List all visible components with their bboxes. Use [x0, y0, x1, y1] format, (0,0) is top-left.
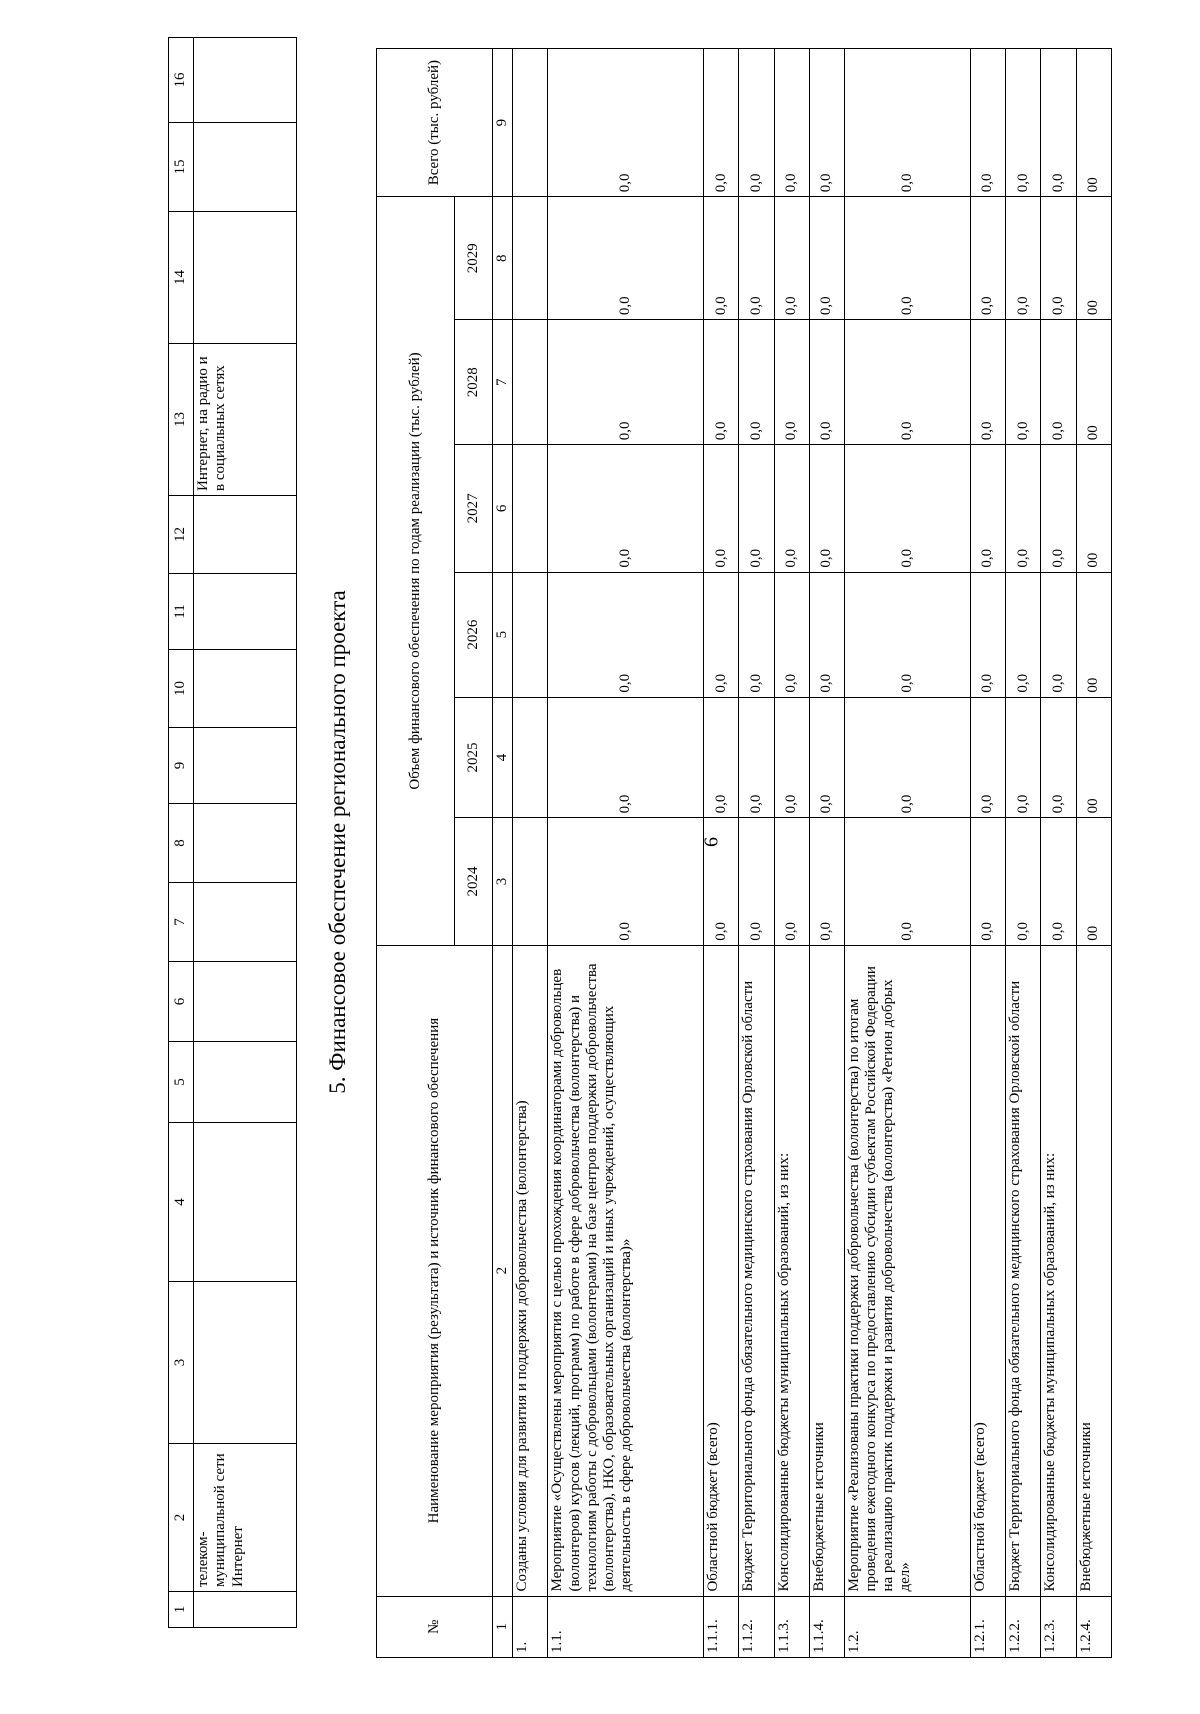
- row-number: 1.2.2.: [1005, 1596, 1040, 1657]
- row-number: 1.1.2.: [739, 1596, 774, 1657]
- continuation-cell: [194, 1123, 297, 1282]
- value-cell: 0,0: [809, 572, 844, 697]
- value-cell: 00: [1076, 697, 1111, 818]
- year-header: 2026: [455, 572, 493, 697]
- value-cell: 0,0: [845, 697, 970, 818]
- row-number: 1.1.3.: [774, 1596, 809, 1657]
- column-number-cell: 9: [493, 49, 513, 197]
- value-cell: 0,0: [774, 49, 809, 197]
- value-cell: 0,0: [548, 320, 704, 445]
- column-number-row: [493, 49, 513, 1658]
- row-name: Созданы условия для развития и поддержки добровольчества (волонтерства): [513, 945, 548, 1596]
- value-cell: 0,0: [845, 445, 970, 572]
- column-number-cell: 3: [169, 1282, 194, 1444]
- value-cell: 0,0: [739, 49, 774, 197]
- year-header: 2027: [455, 445, 493, 572]
- continuation-cell: [194, 574, 297, 650]
- table-row: [703, 49, 738, 1658]
- continuation-cell: [194, 650, 297, 728]
- continuation-table: [168, 58, 297, 1628]
- table-row: [1005, 49, 1040, 1658]
- table-row: [1041, 49, 1076, 1658]
- value-cell: 0,0: [1005, 445, 1040, 572]
- year-header: 2028: [455, 320, 493, 445]
- value-cell: 0,0: [739, 697, 774, 818]
- value-cell: 0,0: [845, 320, 970, 445]
- value-cell: [513, 572, 548, 697]
- row-name: Внебюджетные источники: [1076, 945, 1111, 1596]
- row-number: 1.2.1.: [970, 1596, 1005, 1657]
- value-cell: 0,0: [548, 572, 704, 697]
- continuation-cell: [194, 1042, 297, 1123]
- value-cell: 0,0: [845, 197, 970, 320]
- continuation-cell: [194, 496, 297, 574]
- value-cell: 0,0: [774, 818, 809, 945]
- value-cell: 0,0: [548, 49, 704, 197]
- table-row: [774, 49, 809, 1658]
- value-cell: 0,0: [548, 197, 704, 320]
- value-cell: [513, 445, 548, 572]
- value-cell: 0,0: [548, 445, 704, 572]
- continuation-cell: [194, 728, 297, 804]
- value-cell: 0,0: [774, 445, 809, 572]
- value-cell: 0,0: [739, 320, 774, 445]
- value-cell: 0,0: [809, 445, 844, 572]
- value-cell: 0,0: [774, 572, 809, 697]
- value-cell: 0,0: [703, 818, 738, 945]
- value-cell: 00: [1076, 445, 1111, 572]
- value-cell: 0,0: [548, 818, 704, 945]
- value-cell: [513, 320, 548, 445]
- value-cell: 0,0: [774, 320, 809, 445]
- continuation-table-grid: [168, 37, 297, 1628]
- value-cell: 0,0: [703, 445, 738, 572]
- column-number-cell: 11: [169, 574, 194, 650]
- row-name: Бюджет Территориального фонда обязательного медицинского страхования Орловской области: [1005, 945, 1040, 1596]
- column-number-cell: 15: [169, 123, 194, 212]
- value-cell: 0,0: [809, 49, 844, 197]
- row-name: Внебюджетные источники: [809, 945, 844, 1596]
- value-cell: 0,0: [703, 49, 738, 197]
- header-row: [377, 49, 455, 1658]
- value-cell: 0,0: [548, 697, 704, 818]
- continuation-cell: Интернет, на радио и в социальных сетях: [194, 344, 297, 496]
- continuation-data-row: [194, 38, 297, 1628]
- continuation-cell: [194, 962, 297, 1042]
- row-number: 1.1.1.: [703, 1596, 738, 1657]
- column-header-name: Наименование мероприятия (результата) и источник финансового обеспечения: [377, 945, 493, 1596]
- column-number-cell: 4: [169, 1123, 194, 1282]
- continuation-cell: [194, 38, 297, 123]
- table-row: [739, 49, 774, 1658]
- value-cell: 0,0: [970, 572, 1005, 697]
- value-cell: [513, 49, 548, 197]
- value-cell: 0,0: [970, 320, 1005, 445]
- financing-table-grid: [376, 48, 1112, 1658]
- value-cell: 0,0: [703, 320, 738, 445]
- value-cell: 0,0: [703, 197, 738, 320]
- continuation-cell: [194, 1282, 297, 1444]
- table-row: [513, 49, 548, 1658]
- column-number-cell: 6: [169, 962, 194, 1042]
- column-number-cell: 7: [493, 320, 513, 445]
- table-row: [845, 49, 970, 1658]
- continuation-cell: [194, 1592, 297, 1628]
- value-cell: 0,0: [845, 49, 970, 197]
- page-number: 6: [700, 837, 723, 847]
- column-number-cell: 5: [169, 1042, 194, 1123]
- continuation-cell: [194, 212, 297, 344]
- table-row: [1076, 49, 1111, 1658]
- value-cell: 0,0: [970, 49, 1005, 197]
- row-number: 1.: [513, 1596, 548, 1657]
- year-header: 2024: [455, 818, 493, 945]
- value-cell: 0,0: [1005, 697, 1040, 818]
- value-cell: 0,0: [739, 818, 774, 945]
- row-name: Областной бюджет (всего): [703, 945, 738, 1596]
- value-cell: 00: [1076, 572, 1111, 697]
- year-header: 2029: [455, 197, 493, 320]
- value-cell: 0,0: [703, 572, 738, 697]
- value-cell: 00: [1076, 197, 1111, 320]
- value-cell: 0,0: [739, 445, 774, 572]
- column-number-cell: 6: [493, 445, 513, 572]
- value-cell: 0,0: [809, 818, 844, 945]
- column-number-cell: 8: [169, 804, 194, 883]
- value-cell: 0,0: [1005, 197, 1040, 320]
- column-header-volume: Объем финансового обеспечения по годам реализации (тыс. рублей): [377, 197, 455, 945]
- value-cell: 0,0: [1005, 320, 1040, 445]
- value-cell: 0,0: [1041, 49, 1076, 197]
- value-cell: 0,0: [1041, 320, 1076, 445]
- value-cell: 0,0: [970, 197, 1005, 320]
- continuation-cell: телеком-муниципальной сети Интернет: [194, 1444, 297, 1592]
- value-cell: [513, 697, 548, 818]
- continuation-cell: [194, 123, 297, 212]
- table-row: [970, 49, 1005, 1658]
- value-cell: [513, 197, 548, 320]
- column-number-cell: 4: [493, 697, 513, 818]
- value-cell: 0,0: [1005, 818, 1040, 945]
- value-cell: 0,0: [1005, 49, 1040, 197]
- year-header: 2025: [455, 697, 493, 818]
- row-number: 1.2.4.: [1076, 1596, 1111, 1657]
- value-cell: 0,0: [1041, 197, 1076, 320]
- continuation-cell: [194, 804, 297, 883]
- value-cell: 0,0: [1041, 818, 1076, 945]
- column-number-cell: 16: [169, 38, 194, 123]
- value-cell: 0,0: [970, 445, 1005, 572]
- row-number: 1.1.: [548, 1596, 704, 1657]
- column-number-cell: 13: [169, 344, 194, 496]
- column-number-cell: 3: [493, 818, 513, 945]
- value-cell: 00: [1076, 49, 1111, 197]
- table-row: [548, 49, 704, 1658]
- column-number-cell: 2: [169, 1444, 194, 1592]
- value-cell: 00: [1076, 320, 1111, 445]
- value-cell: 00: [1076, 818, 1111, 945]
- value-cell: [513, 818, 548, 945]
- section-title: 5. Финансовое обеспечение регионального проекта: [325, 590, 350, 1094]
- continuation-cell: [194, 883, 297, 962]
- column-number-cell: 2: [493, 945, 513, 1596]
- value-cell: 0,0: [1005, 572, 1040, 697]
- row-name: Мероприятие «Осуществлены мероприятия с целью прохождения координаторами добровольцев (волонтеров) курсов (лекций, программ) по работе в сфере добровольчества (волонтерства) и технологиям работы с добровольцами (волонтерами) на базе центров поддержки добровольчества (волонтерства), НКО, образовательных организаций и иных учреждений, осуществляющих деятельность в сфере добровольчества (волонтерства)»: [548, 945, 704, 1596]
- row-name: Консолидированные бюджеты муниципальных образований, из них:: [1041, 945, 1076, 1596]
- row-name: Бюджет Территориального фонда обязательного медицинского страхования Орловской области: [739, 945, 774, 1596]
- row-number: 1.2.: [845, 1596, 970, 1657]
- value-cell: 0,0: [739, 197, 774, 320]
- value-cell: 0,0: [1041, 445, 1076, 572]
- value-cell: 0,0: [739, 572, 774, 697]
- value-cell: 0,0: [1041, 697, 1076, 818]
- column-number-cell: 1: [493, 1596, 513, 1657]
- financing-table: [376, 48, 1112, 1658]
- row-name: Областной бюджет (всего): [970, 945, 1005, 1596]
- continuation-header-row: [169, 38, 194, 1628]
- row-number: 1.2.3.: [1041, 1596, 1076, 1657]
- row-number: 1.1.4.: [809, 1596, 844, 1657]
- column-number-cell: 10: [169, 650, 194, 728]
- row-name: Мероприятие «Реализованы практики поддержки добровольчества (волонтерства) по итогам проведения ежегодного конкурса по предоставлению субсидии субъектам Российской Федерации на реализацию практик поддержки и развития добровольчества (волонтерства) «Регион добрых дел»: [845, 945, 970, 1596]
- column-number-cell: 14: [169, 212, 194, 344]
- column-number-cell: 12: [169, 496, 194, 574]
- column-header-number: №: [377, 1596, 493, 1657]
- value-cell: 0,0: [845, 572, 970, 697]
- row-name: Консолидированные бюджеты муниципальных образований, из них:: [774, 945, 809, 1596]
- column-number-cell: 7: [169, 883, 194, 962]
- value-cell: 0,0: [809, 697, 844, 818]
- value-cell: 0,0: [809, 320, 844, 445]
- value-cell: 0,0: [774, 697, 809, 818]
- column-number-cell: 8: [493, 197, 513, 320]
- value-cell: 0,0: [845, 818, 970, 945]
- table-row: [809, 49, 844, 1658]
- column-number-cell: 5: [493, 572, 513, 697]
- column-header-total: Всего (тыс. рублей): [377, 49, 493, 197]
- value-cell: 0,0: [970, 697, 1005, 818]
- column-number-cell: 9: [169, 728, 194, 804]
- value-cell: 0,0: [774, 197, 809, 320]
- value-cell: 0,0: [703, 697, 738, 818]
- value-cell: 0,0: [970, 818, 1005, 945]
- value-cell: 0,0: [1041, 572, 1076, 697]
- value-cell: 0,0: [809, 197, 844, 320]
- column-number-cell: 1: [169, 1592, 194, 1628]
